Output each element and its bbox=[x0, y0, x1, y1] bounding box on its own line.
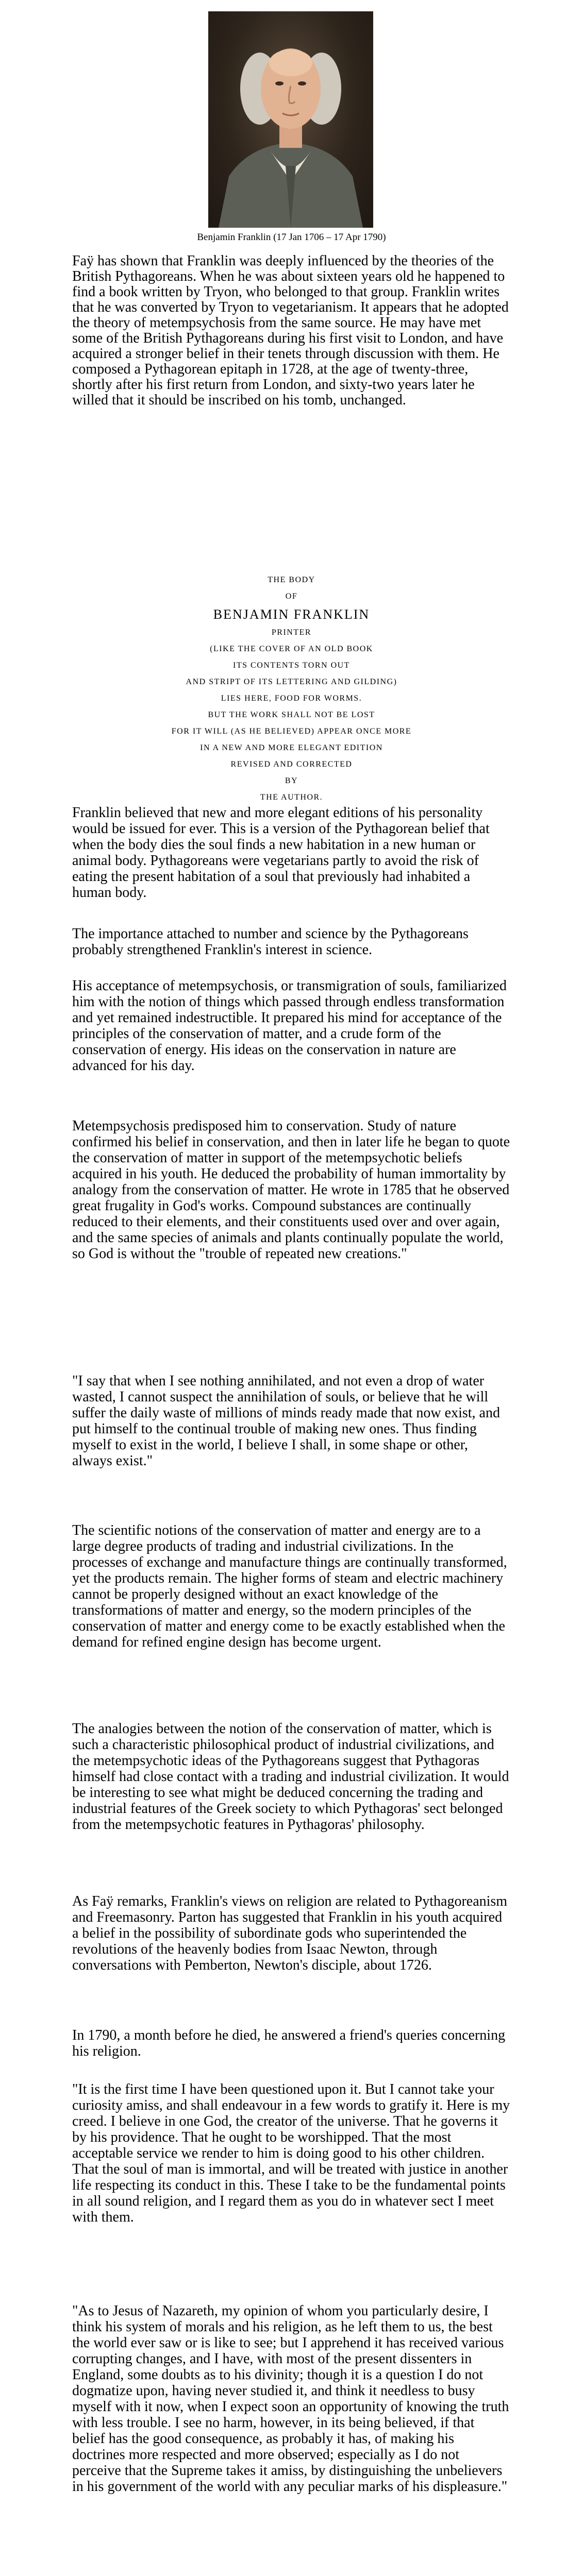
paragraph: His acceptance of metempsychosis, or transmigration of souls, familiarized him with the notion of things which passed through endless transformation and yet remained indestructible. It prepared his mind for acceptance of the principles of the conservation of matter, and a crude form of the conservation of energy. His ideas on the conservation in nature are advanced for his day. bbox=[72, 978, 507, 1074]
epitaph-line: OF bbox=[285, 592, 298, 601]
epitaph-line: FOR IT WILL (AS HE BELIEVED) APPEAR ONCE MORE bbox=[171, 727, 412, 736]
quote-paragraph: "I say that when I see nothing annihilated, and not even a drop of water wasted, I cannot suspect the annihilation of souls, or believe that he will suffer the daily waste of millions of minds ready made that now exist, and put himself to the continual trouble of making new ones. Thus finding myself to exist in the world, I believe I shall, in some shape or other, always exist." bbox=[72, 1373, 500, 1469]
paragraph: The analogies between the notion of the conservation of matter, which is such a characteristic philosophical product of industrial civilizations, and the metempsychotic ideas of the Pythagoreans suggest that Pythagoras himself had close contact with a trading and industrial civilization. It would be interesting to see what might be deduced concerning the trading and industrial features of the Greek society to which Pythagoras' sect belonged from the metempsychotic features in Pythagoras' philosophy. bbox=[72, 1721, 509, 1833]
epitaph bbox=[155, 572, 428, 806]
epitaph-line: IN A NEW AND MORE ELEGANT EDITION bbox=[200, 743, 383, 752]
epitaph-line: BUT THE WORK SHALL NOT BE LOST bbox=[208, 710, 375, 719]
portrait-caption: Benjamin Franklin (17 Jan 1706 – 17 Apr 1790) bbox=[197, 232, 386, 243]
franklin-portrait bbox=[208, 11, 373, 228]
paragraph: Franklin believed that new and more elegant editions of his personality would be issued for ever. This is a version of the Pythagorean belief that when the body dies the soul finds a new habitation in a new human or animal body. Pythagoreans were vegetarians partly to avoid the risk of eating the present habitation of a soul that previously had inhabited a human body. bbox=[72, 805, 490, 901]
paragraph: The importance attached to number and science by the Pythagoreans probably strengthened Franklin's interest in science. bbox=[72, 926, 469, 958]
quote-paragraph: "It is the first time I have been questioned upon it. But I cannot take your curiosity amiss, and shall endeavour in a few words to gratify it. Here is my creed. I believe in one God, the creator of the universe. That he governs it by his providence. That he ought to be worshipped. That the most acceptable service we render to him is doing good to his other children. That the soul of man is immortal, and will be treated with justice in another life respecting its conduct in this. These I take to be the fundamental points in all sound religion, and I regard them as you do in whatever sect I meet with them. bbox=[72, 2081, 510, 2225]
paragraph: As Faÿ remarks, Franklin's views on religion are related to Pythagoreanism and Freemasonry. Parton has suggested that Franklin in his youth acquired a belief in the possibility of subordinate gods who superintended the revolutions of the heavenly bodies from Isaac Newton, through conversations with Pemberton, Newton's disciple, about 1726. bbox=[72, 1893, 508, 1973]
epitaph-line: THE AUTHOR. bbox=[260, 793, 323, 802]
epitaph-name: BENJAMIN FRANKLIN bbox=[213, 607, 370, 622]
quote-paragraph: "As to Jesus of Nazareth, my opinion of whom you particularly desire, I think his system of morals and his religion, as he left them to us, the best the world ever saw or is like to see; but I apprehend it has received various corrupting changes, and I have, with most of the present dissenters in England, some doubts as to his divinity; though it is a question I do not dogmatize upon, having never studied it, and think it needless to busy myself with it now, when I expect soon an opportunity of knowing the truth with less trouble. I see no harm, however, in its being believed, if that belief has the good consequence, as probably it has, of making his doctrines more respected and more observed; especially as I do not perceive that the Supreme takes it amiss, by distinguishing the unbelievers in his government of the world with any peculiar marks of his displeasure." bbox=[72, 2303, 509, 2495]
paragraph: In 1790, a month before he died, he answered a friend's queries concerning his religion. bbox=[72, 2027, 506, 2059]
epitaph-line: ITS CONTENTS TORN OUT bbox=[233, 661, 350, 670]
epitaph-line: (LIKE THE COVER OF AN OLD BOOK bbox=[210, 645, 373, 653]
epitaph-line: PRINTER bbox=[271, 628, 312, 637]
epitaph-line: AND STRIPT OF ITS LETTERING AND GILDING) bbox=[186, 677, 397, 686]
intro-paragraph: Faÿ has shown that Franklin was deeply influenced by the theories of the British Pythagoreans. When he was about sixteen years old he happened to find a book written by Tryon, who belonged to that group. Franklin writes that he was converted by Tryon to vegetarianism. It appears that he adopted the theory of metempsychosis from the same source. He may have met some of the British Pythagoreans during his first visit to London, and have acquired a stronger belief in their tenets through discussion with them. He composed a Pythagorean epitaph in 1728, at the age of twenty-three, shortly after his first return from London, and sixty-two years later he willed that it should be inscribed on his tomb, unchanged. bbox=[72, 253, 509, 408]
epitaph-line: LIES HERE, FOOD FOR WORMS. bbox=[221, 694, 362, 703]
epitaph-line: BY bbox=[285, 776, 298, 785]
epitaph-line: REVISED AND CORRECTED bbox=[230, 760, 353, 769]
epitaph-line: THE BODY bbox=[268, 575, 315, 584]
paragraph: The scientific notions of the conservation of matter and energy are to a large degree products of trading and industrial civilizations. In the processes of exchange and manufacture things are continually transformed, yet the products remain. The higher forms of steam and electric machinery cannot be properly designed without an exact knowledge of the transformations of matter and energy, so the modern principles of the conservation of matter and energy come to be exactly established when the demand for refined engine design has become urgent. bbox=[72, 1522, 507, 1650]
portrait-illustration bbox=[208, 11, 373, 228]
paragraph: Metempsychosis predisposed him to conservation. Study of nature confirmed his belief in conservation, and then in later life he began to quote the conservation of matter in support of the metempsychotic beliefs acquired in his youth. He deduced the probability of human immortality by analogy from the conservation of matter. He wrote in 1785 that he observed great frugality in God's works. Compound substances are continually reduced to their elements, and their constituents used over and over again, and the same species of animals and plants continually populate the world, so God is without the "trouble of repeated new creations." bbox=[72, 1118, 510, 1262]
